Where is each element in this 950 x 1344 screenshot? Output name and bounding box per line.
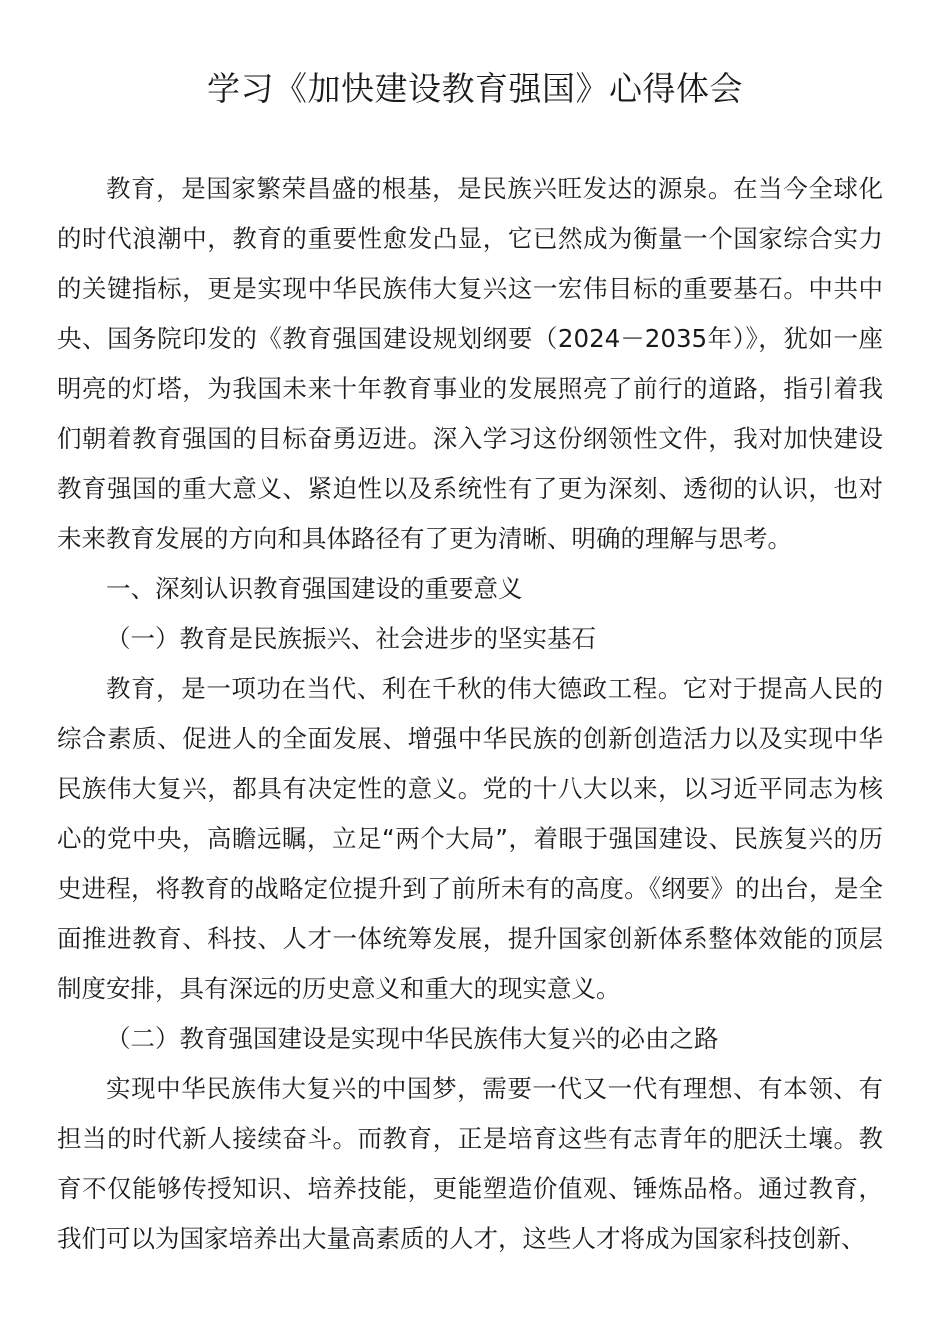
paragraph-intro: 教育，是国家繁荣昌盛的根基，是民族兴旺发达的源泉。在当今全球化的时代浪潮中，教育的重要性愈发凸显，它已然成为衡量一个国家综合实力的关键指标，更是实现中华民族伟大复兴这一宏伟目标的重要基石。中共中央、国务院印发的《教育强国建设规划纲要（2024－2035年）》，犹如一座明亮的灯塔，为我国未来十年教育事业的发展照亮了前行的道路，指引着我们朝着教育强国的目标奋勇迈进。深入学习这份纲领性文件，我对加快建设教育强国的重大意义、紧迫性以及系统性有了更为深刻、透彻的认识，也对未来教育发展的方向和具体路径有了更为清晰、明确的理解与思考。 <box>57 174 883 553</box>
subsection-heading-1-2: （二）教育强国建设是实现中华民族伟大复兴的必由之路 <box>106 1024 719 1053</box>
document-title: 学习《加快建设教育强国》心得体会 <box>207 69 743 108</box>
subsection-heading-1-1: （一）教育是民族振兴、社会进步的坚实基石 <box>106 624 596 653</box>
document-body <box>57 164 883 1264</box>
paragraph-1-2: 实现中华民族伟大复兴的中国梦，需要一代又一代有理想、有本领、有担当的时代新人接续奋斗。而教育，正是培育这些有志青年的肥沃土壤。教育不仅能够传授知识、培养技能，更能塑造价值观、锤炼品格。通过教育，我们可以为国家培养出大量高素质的人才，这些人才将成为国家科技创新、 <box>57 1074 883 1253</box>
paragraph-1-1: 教育，是一项功在当代、利在千秋的伟大德政工程。它对于提高人民的综合素质、促进人的全面发展、增强中华民族的创新创造活力以及实现中华民族伟大复兴，都具有决定性的意义。党的十八大以来，以习近平同志为核心的党中央，高瞻远瞩，立足“两个大局”，着眼于强国建设、民族复兴的历史进程，将教育的战略定位提升到了前所未有的高度。《纲要》的出台，是全面推进教育、科技、人才一体统筹发展，提升国家创新体系整体效能的顶层制度安排，具有深远的历史意义和重大的现实意义。 <box>57 674 883 1003</box>
section-heading-1: 一、深刻认识教育强国建设的重要意义 <box>106 574 523 603</box>
